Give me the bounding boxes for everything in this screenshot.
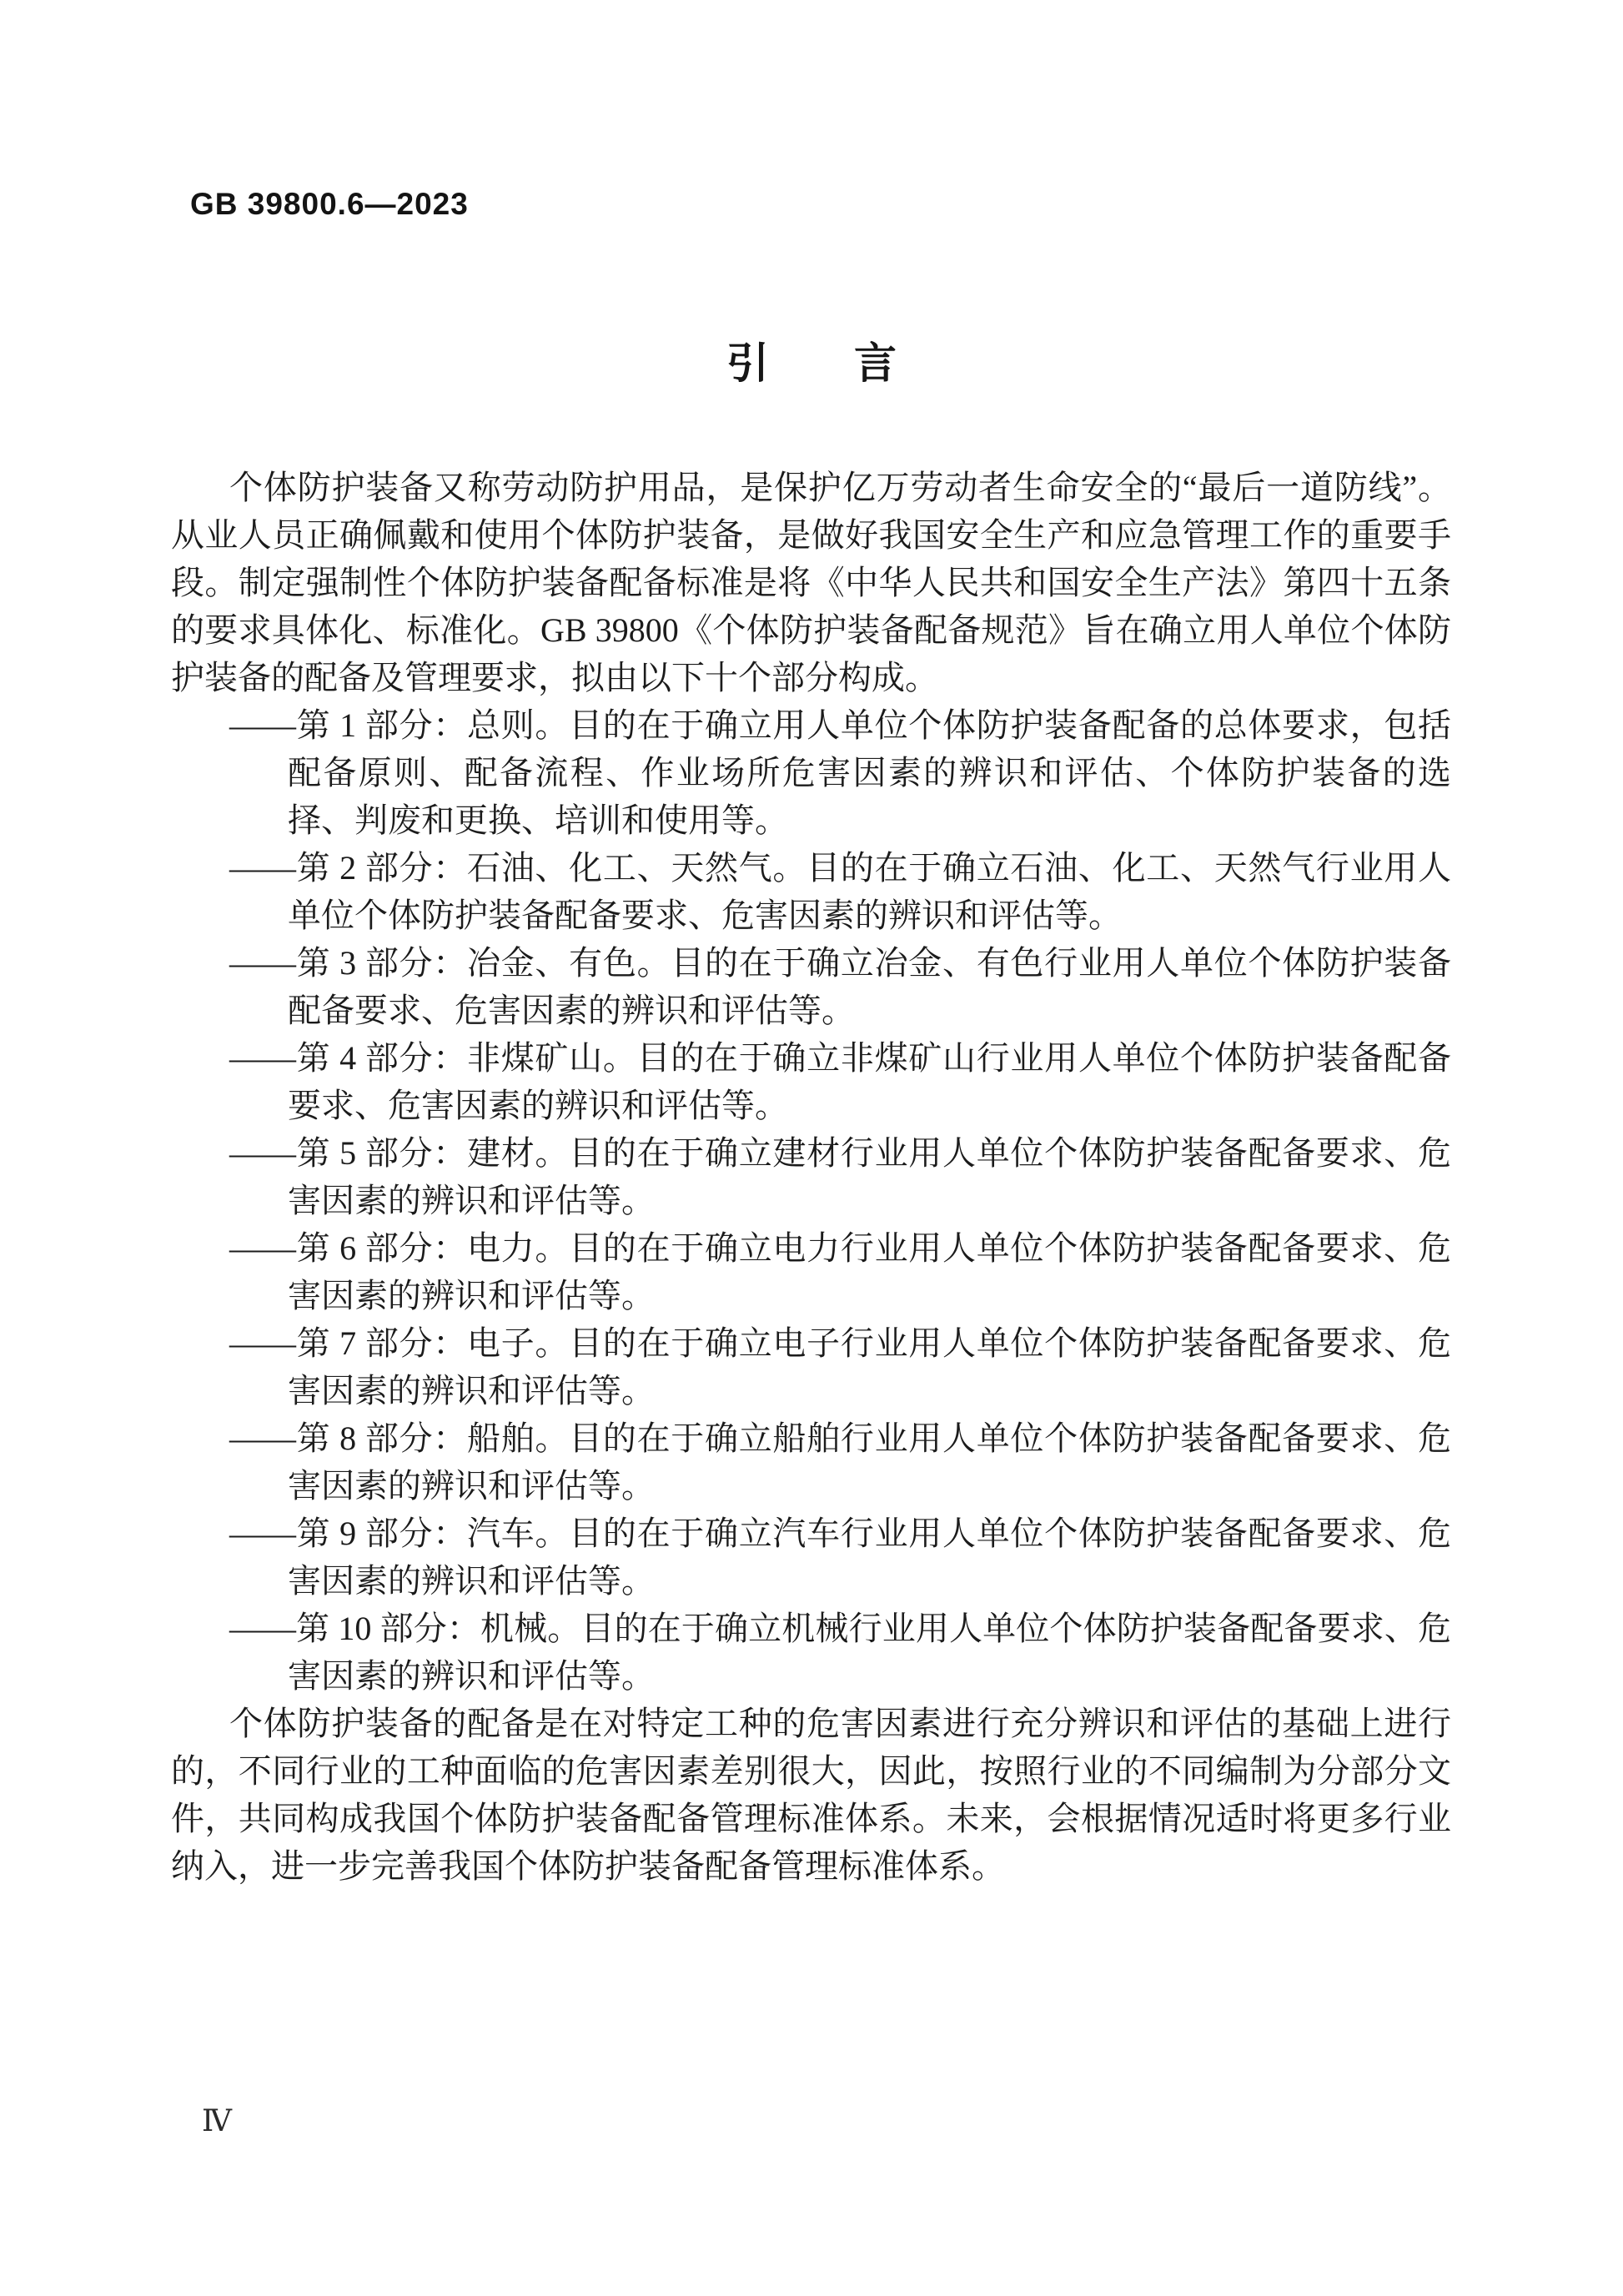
intro-paragraph-2: 个体防护装备的配备是在对特定工种的危害因素进行充分辨识和评估的基础上进行的，不同行业的工种面临的危害因素差别很大，因此，按照行业的不同编制为分部分文件，共同构成我国个体防护装备配备管理标准体系。未来，会根据情况适时将更多行业纳入，进一步完善我国个体防护装备配备管理标准体系。	[171, 1705, 1451, 1885]
introduction-body	[171, 464, 1451, 1890]
part-item-8: ——第 8 部分：船舶。目的在于确立船舶行业用人单位个体防护装备配备要求、危害因素的辨识和评估等。	[229, 1419, 1451, 1505]
part-item-1: ——第 1 部分：总则。目的在于确立用人单位个体防护装备配备的总体要求，包括配备原则、配备流程、作业场所危害因素的辨识和评估、个体防护装备的选择、判废和更换、培训和使用等。	[229, 706, 1451, 839]
part-item-6: ——第 6 部分：电力。目的在于确立电力行业用人单位个体防护装备配备要求、危害因素的辨识和评估等。	[229, 1229, 1451, 1314]
part-item-4: ——第 4 部分：非煤矿山。目的在于确立非煤矿山行业用人单位个体防护装备配备要求、危害因素的辨识和评估等。	[229, 1039, 1451, 1124]
part-item-7: ——第 7 部分：电子。目的在于确立电子行业用人单位个体防护装备配备要求、危害因素的辨识和评估等。	[229, 1324, 1451, 1409]
part-item-10: ——第 10 部分：机械。目的在于确立机械行业用人单位个体防护装备配备要求、危害因素的辨识和评估等。	[229, 1610, 1451, 1695]
part-item-2: ——第 2 部分：石油、化工、天然气。目的在于确立石油、化工、天然气行业用人单位个体防护装备配备要求、危害因素的辨识和评估等。	[229, 849, 1451, 934]
part-item-9: ——第 9 部分：汽车。目的在于确立汽车行业用人单位个体防护装备配备要求、危害因素的辨识和评估等。	[229, 1515, 1451, 1600]
part-item-3: ——第 3 部分：冶金、有色。目的在于确立冶金、有色行业用人单位个体防护装备配备要求、危害因素的辨识和评估等。	[229, 944, 1451, 1029]
intro-paragraph-1: 个体防护装备又称劳动防护用品，是保护亿万劳动者生命安全的“最后一道防线”。从业人员正确佩戴和使用个体防护装备，是做好我国安全生产和应急管理工作的重要手段。制定强制性个体防护装备配备标准是将《中华人民共和国安全生产法》第四十五条的要求具体化、标准化。GB 39800《个体防护装备配备规范》旨在确立用人单位个体防护装备的配备及管理要求，拟由以下十个部分构成。	[171, 469, 1451, 696]
page-title: 引 言	[726, 339, 897, 387]
part-item-5: ——第 5 部分：建材。目的在于确立建材行业用人单位个体防护装备配备要求、危害因素的辨识和评估等。	[229, 1134, 1451, 1219]
standard-number: GB 39800.6—2023	[190, 187, 469, 221]
page-number: Ⅳ	[202, 2104, 232, 2138]
